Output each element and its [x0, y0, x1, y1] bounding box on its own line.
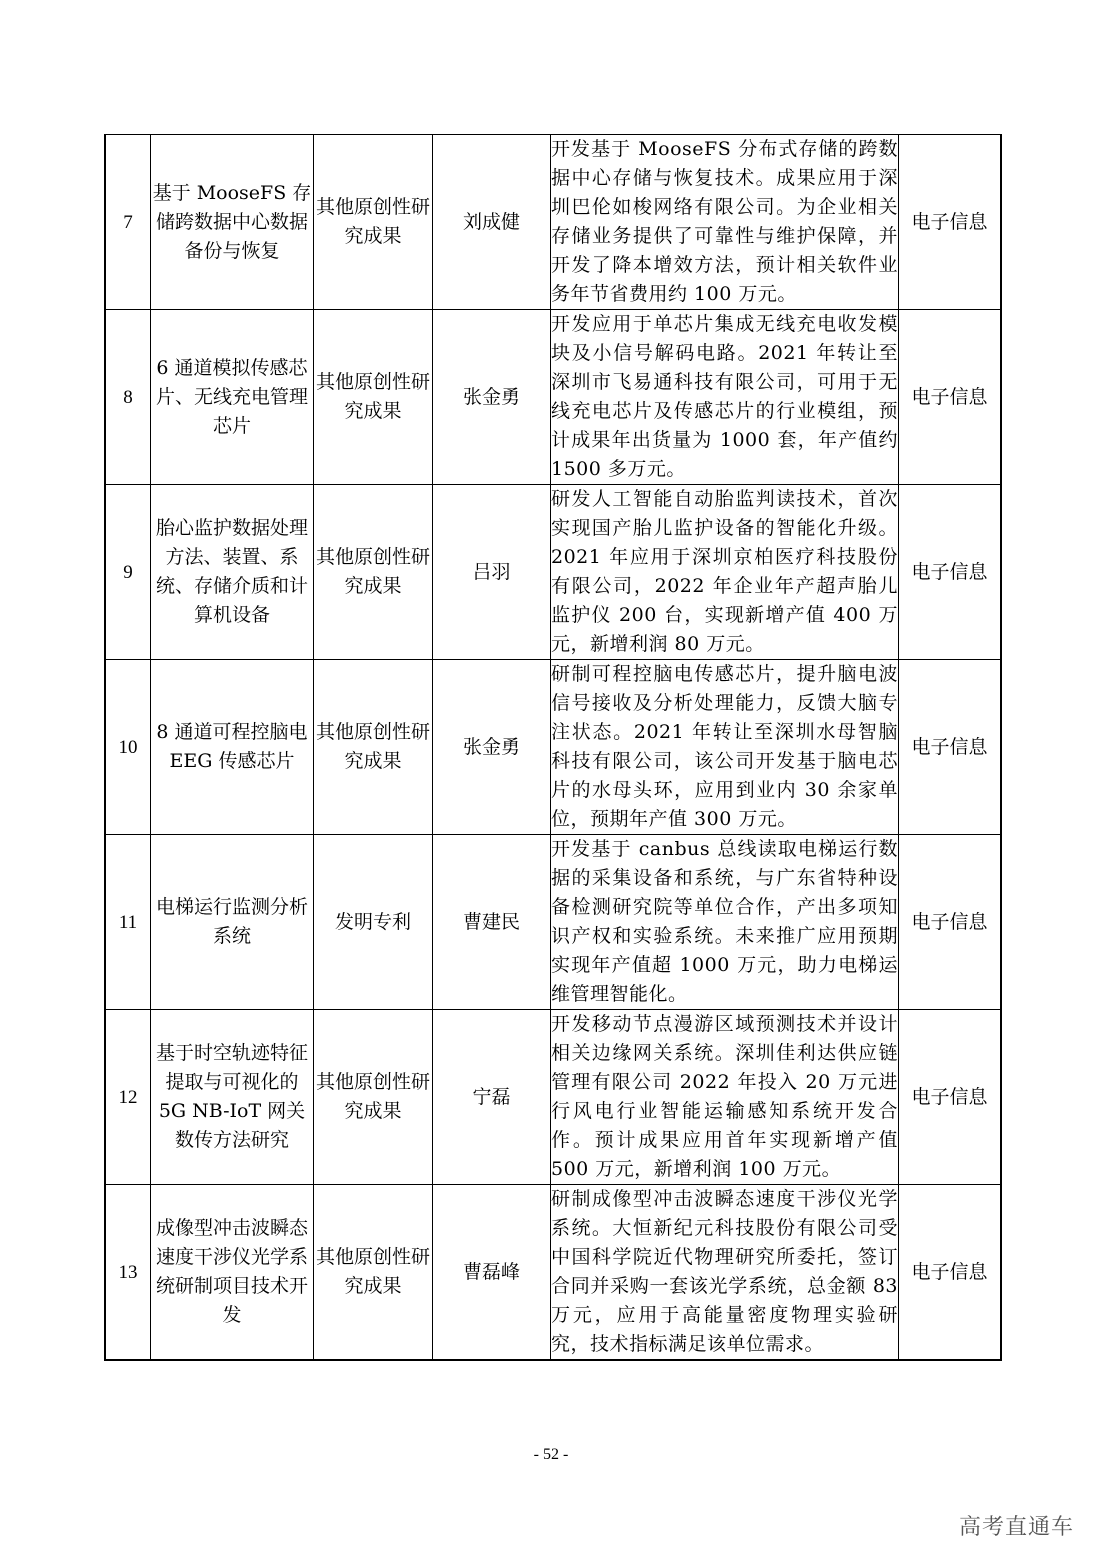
result-type: 其他原创性研究成果 — [314, 1010, 433, 1185]
project-name: 成像型冲击波瞬态速度干涉仪光学系统研制项目技术开发 — [151, 1185, 314, 1361]
principal-person: 曹磊峰 — [433, 1185, 551, 1361]
row-number: 13 — [105, 1185, 151, 1361]
table-row — [105, 135, 1001, 310]
principal-person: 曹建民 — [433, 835, 551, 1010]
row-number: 9 — [105, 485, 151, 660]
result-description: 研制成像型冲击波瞬态速度干涉仪光学系统。大恒新纪元科技股份有限公司受中国科学院近代物理研究所委托，签订合同并采购一套该光学系统，总金额 83 万元，应用于高能量密度物理实验研究，技术指标满足该单位需求。 — [551, 1185, 899, 1361]
principal-person: 张金勇 — [433, 310, 551, 485]
table-row — [105, 485, 1001, 660]
result-description: 开发基于 canbus 总线读取电梯运行数据的采集设备和系统，与广东省特种设备检测研究院等单位合作，产出多项知识产权和实验系统。未来推广应用预期实现年产值超 1000 万元，助力电梯运维管理智能化。 — [551, 835, 899, 1010]
row-number: 7 — [105, 135, 151, 310]
row-number: 10 — [105, 660, 151, 835]
technical-field: 电子信息 — [899, 835, 1002, 1010]
technical-field: 电子信息 — [899, 310, 1002, 485]
principal-person: 吕羽 — [433, 485, 551, 660]
result-type: 其他原创性研究成果 — [314, 135, 433, 310]
result-description: 开发移动节点漫游区域预测技术并设计相关边缘网关系统。深圳佳利达供应链管理有限公司 2022 年投入 20 万元进行风电行业智能运输感知系统开发合作。预计成果应用首年实现新增产值 500 万元，新增利润 100 万元。 — [551, 1010, 899, 1185]
table-row — [105, 835, 1001, 1010]
principal-person: 宁磊 — [433, 1010, 551, 1185]
table-row — [105, 1010, 1001, 1185]
principal-person: 张金勇 — [433, 660, 551, 835]
result-type: 其他原创性研究成果 — [314, 660, 433, 835]
result-type: 其他原创性研究成果 — [314, 1185, 433, 1361]
row-number: 11 — [105, 835, 151, 1010]
watermark-text: 高考直通车 — [958, 1515, 1074, 1540]
row-number: 12 — [105, 1010, 151, 1185]
technical-field: 电子信息 — [899, 135, 1002, 310]
technical-field: 电子信息 — [899, 1010, 1002, 1185]
results-table — [104, 134, 1002, 1361]
project-name: 8 通道可程控脑电 EEG 传感芯片 — [151, 660, 314, 835]
result-type: 其他原创性研究成果 — [314, 485, 433, 660]
table-row — [105, 660, 1001, 835]
result-description: 开发应用于单芯片集成无线充电收发模块及小信号解码电路。2021 年转让至深圳市飞易通科技有限公司，可用于无线充电芯片及传感芯片的行业模组，预计成果年出货量为 1000 套，年产值约 1500 多万元。 — [551, 310, 899, 485]
result-type: 其他原创性研究成果 — [314, 310, 433, 485]
result-description: 开发基于 MooseFS 分布式存储的跨数据中心存储与恢复技术。成果应用于深圳巴伦如梭网络有限公司。为企业相关存储业务提供了可靠性与维护保障，并开发了降本增效方法，预计相关软件业务年节省费用约 100 万元。 — [551, 135, 899, 310]
table-row — [105, 1185, 1001, 1361]
project-name: 电梯运行监测分析系统 — [151, 835, 314, 1010]
project-name: 基于 MooseFS 存储跨数据中心数据备份与恢复 — [151, 135, 314, 310]
technical-field: 电子信息 — [899, 485, 1002, 660]
technical-field: 电子信息 — [899, 660, 1002, 835]
results-table-body — [105, 135, 1001, 1361]
result-description: 研发人工智能自动胎监判读技术，首次实现国产胎儿监护设备的智能化升级。2021 年应用于深圳京柏医疗科技股份有限公司，2022 年企业年产超声胎儿监护仪 200 台，实现新增产值 400 万元，新增利润 80 万元。 — [551, 485, 899, 660]
technical-field: 电子信息 — [899, 1185, 1002, 1361]
page-number: - 52 - — [533, 1446, 569, 1463]
result-description: 研制可程控脑电传感芯片，提升脑电波信号接收及分析处理能力，反馈大脑专注状态。2021 年转让至深圳水母智脑科技有限公司，该公司开发基于脑电芯片的水母头环，应用到业内 30 余家单位，预期年产值 300 万元。 — [551, 660, 899, 835]
result-type: 发明专利 — [314, 835, 433, 1010]
principal-person: 刘成健 — [433, 135, 551, 310]
project-name: 6 通道模拟传感芯片、无线充电管理芯片 — [151, 310, 314, 485]
row-number: 8 — [105, 310, 151, 485]
project-name: 胎心监护数据处理方法、装置、系统、存储介质和计算机设备 — [151, 485, 314, 660]
project-name: 基于时空轨迹特征提取与可视化的 5G NB-IoT 网关数传方法研究 — [151, 1010, 314, 1185]
table-row — [105, 310, 1001, 485]
